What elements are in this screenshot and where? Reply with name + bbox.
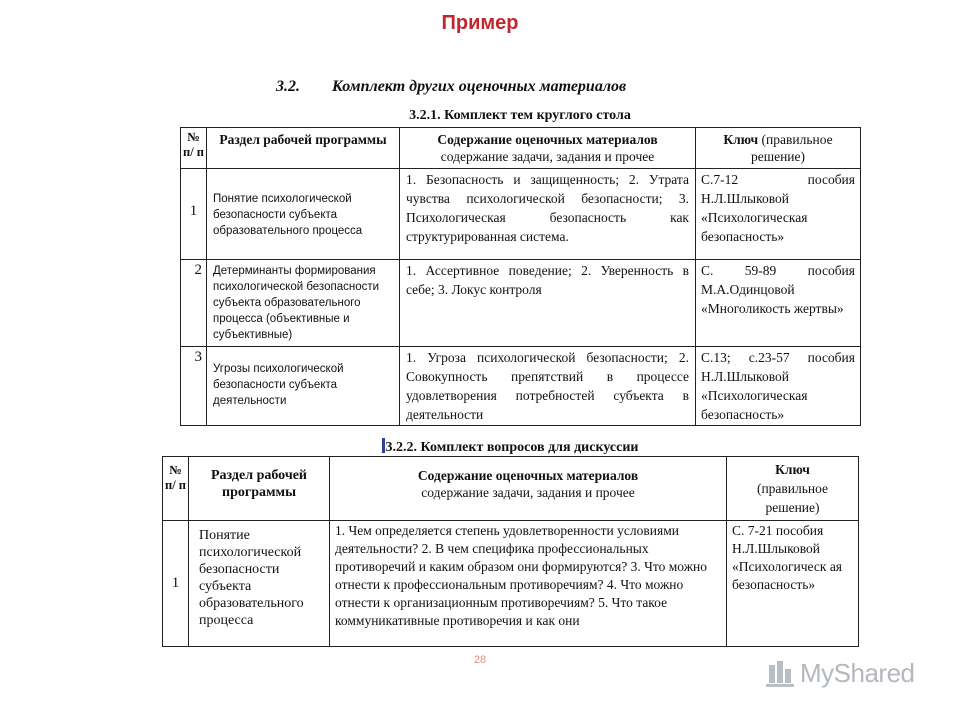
row-key: С.13; с.23-57 пособия Н.Л.Шлыковой «Психологическая безопасность» [696, 347, 861, 426]
row-key: С.7-12 пособия Н.Л.Шлыковой «Психологическая безопасность» [696, 169, 861, 260]
table-row [181, 347, 861, 426]
row-content: 1. Безопасность и защищенность; 2. Утрата чувства психологической безопасности; 3. Психологическая безопасность как структурированная система. [400, 169, 696, 260]
row-section: Понятие психологической безопасности субъекта образовательного процесса [189, 521, 330, 647]
row-key: С. 7-21 пособия Н.Л.Шлыковой «Психологическ ая безопасность» [727, 521, 859, 647]
row-section: Детерминанты формирования психологической безопасности субъекта образовательного процесса (объективные и субъективные) [207, 260, 400, 347]
discussion-questions-table [162, 456, 859, 647]
section-number: 3.2. [276, 78, 300, 95]
header-key: Ключ (правильное решение) [727, 457, 859, 521]
section-heading [276, 78, 626, 96]
header-num: № п/ п [163, 457, 189, 521]
round-table-topics-table [180, 127, 861, 426]
table1-caption: 3.2.1. Комплект тем круглого стола [409, 108, 631, 123]
table-row [181, 169, 861, 260]
table-row [181, 260, 861, 347]
row-key: С. 59-89 пособия М.А.Одинцовой «Многоликость жертвы» [696, 260, 861, 347]
row-content: 1. Чем определяется степень удовлетворенности условиями деятельности? 2. В чем специфика профессиональных противоречий и каким образом они формируются? 3. Что можно отнести к профессиональным противоречиям? 4. Что можно отнести к организационным противоречиям? 5. Что такое коммуникативные противоречия и как они [330, 521, 727, 647]
header-key: Ключ (правильное решение) [696, 128, 861, 169]
row-num: 1 [163, 521, 189, 647]
header-num: № п/ п [181, 128, 207, 169]
slide-title: Пример [441, 12, 519, 34]
row-content: 1. Ассертивное поведение; 2. Уверенность в себе; 3. Локус контроля [400, 260, 696, 347]
header-section: Раздел рабочей программы [189, 457, 330, 521]
table2-header-row [163, 457, 859, 521]
table2-caption [162, 438, 858, 456]
myshared-logo-icon [766, 659, 794, 687]
watermark [766, 656, 926, 690]
table2-caption-text: 3.2.2. Комплект вопросов для дискуссии [385, 440, 639, 455]
row-content: 1. Угроза психологической безопасности; 2. Совокупность препятствий в процессе удовлетворения потребностей субъекта в деятельности [400, 347, 696, 426]
header-content: Содержание оценочных материалов содержание задачи, задания и прочее [400, 128, 696, 169]
section-title: Комплект других оценочных материалов [332, 78, 627, 95]
table1-header-row [181, 128, 861, 169]
header-content: Содержание оценочных материалов содержание задачи, задания и прочее [330, 457, 727, 521]
table-row [163, 521, 859, 647]
row-section: Понятие психологической безопасности субъекта образовательного процесса [207, 169, 400, 260]
text-cursor [382, 438, 385, 453]
row-num: 2 [181, 260, 207, 347]
row-section: Угрозы психологической безопасности субъекта деятельности [207, 347, 400, 426]
watermark-text: MyShared [800, 657, 915, 688]
page-number: 28 [473, 654, 487, 666]
header-section: Раздел рабочей программы [207, 128, 400, 169]
row-num: 3 [181, 347, 207, 426]
row-num: 1 [181, 169, 207, 260]
